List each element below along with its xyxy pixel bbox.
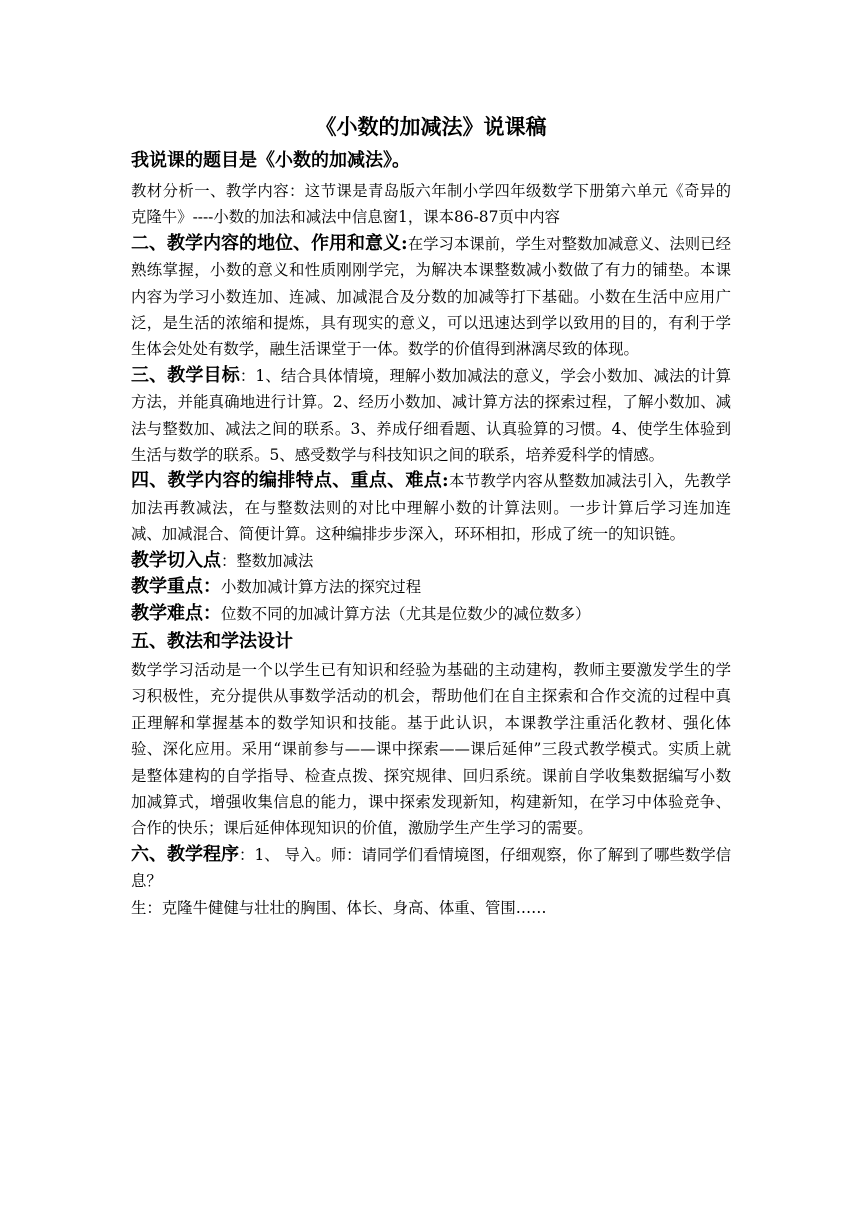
material-analysis: 教材分析一、教学内容：这节课是青岛版六年制小学四年级数学下册第六单元《奇异的克隆牛》----小数的加法和减法中信息窗1，课本86-87页中内容 [131,182,731,227]
section-6-heading: 六、教学程序 [131,843,240,865]
section-5-heading: 五、教法和学法设计 [131,630,293,652]
section-5-body: 数学学习活动是一个以学生已有知识和经验为基础的主动建构，教师主要激发学生的学习积极性，充分提供从事数学活动的机会，帮助他们在自主探索和合作交流的过程中真正理解和掌握基本的数学知识和技能。基于此认识，本课教学注重活化教材、强化体验、深化应用。采用“课前参与——课中探索——课后延伸”三段式教学模式。实质上就是整体建构的自学指导、检查点拨、探究规律、回归系统。课前自学收集数据编写小数加减算式，增强收集信息的能力，课中探索发现新知，构建新知，在学习中体验竞争、合作的快乐；课后延伸体现知识的价值，激励学生产生学习的需要。 [131,660,731,838]
key-point-heading: 教学重点： [131,576,221,598]
section-2 [131,231,731,363]
section-6-body: ：1、 导入。师：请同学们看情境图，仔细观察，你了解到了哪些数学信息？ [131,845,732,891]
entry-point-body: ：整数加减法 [221,551,314,570]
section-4-heading: 四、教学内容的编排特点、重点、难点: [131,470,449,492]
difficulty-point-heading: 教学难点： [131,602,221,624]
section-3-body: ：1、结合具体情境，理解小数加减法的意义，学会小数加、减法的计算方法，并能真确地进行计算。2、经历小数加、减计算方法的探索过程，了解小数加、减法与整数加、减法之间的联系。3、养成仔细看题、认真验算的习惯。4、使学生体验到生活与数学的联系。5、感受数学与科技知识之间的联系，培养爱科学的情感。 [131,366,731,465]
difficulty-point [131,601,731,627]
difficulty-point-body: 位数不同的加减计算方法（尤其是位数少的减位数多） [221,604,591,623]
section-2-body: 在学习本课前，学生对整数加减意义、法则已经熟练掌握，小数的意义和性质刚刚学完，为解决本课整数减小数做了有力的铺垫。本课内容为学习小数连加、连减、加减混合及分数的加减等打下基础。小数在生活中应用广泛，是生活的浓缩和提炼，具有现实的意义，可以迅速达到学以致用的目的，有利于学生体会处处有数学，融生活课堂于一体。数学的价值得到淋漓尽致的体现。 [131,234,731,359]
student-response: 生：克隆牛健健与壮壮的胸围、体长、身高、体重、管围…… [131,898,547,917]
lesson-subject: 我说课的题目是《小数的加减法》。 [131,150,410,171]
document-title: 《小数的加减法》说课稿 [315,114,547,139]
section-4 [131,468,731,547]
section-4-body: 本节教学内容从整数加减法引入，先教学加法再教减法，在与整数法则的对比中理解小数的计算法则。一步计算后学习连加连减、加减混合、简便计算。这种编排步步深入，环环相扣，形成了统一的知识链。 [131,472,731,544]
entry-point [131,548,731,574]
entry-point-heading: 教学切入点 [131,549,221,571]
key-point [131,574,731,600]
section-3-heading: 三、教学目标 [131,364,240,386]
section-2-heading: 二、教学内容的地位、作用和意义: [131,232,408,254]
section-6 [131,842,731,895]
section-3 [131,363,731,469]
document-page [131,112,731,921]
key-point-body: 小数加减计算方法的探究过程 [221,578,422,597]
